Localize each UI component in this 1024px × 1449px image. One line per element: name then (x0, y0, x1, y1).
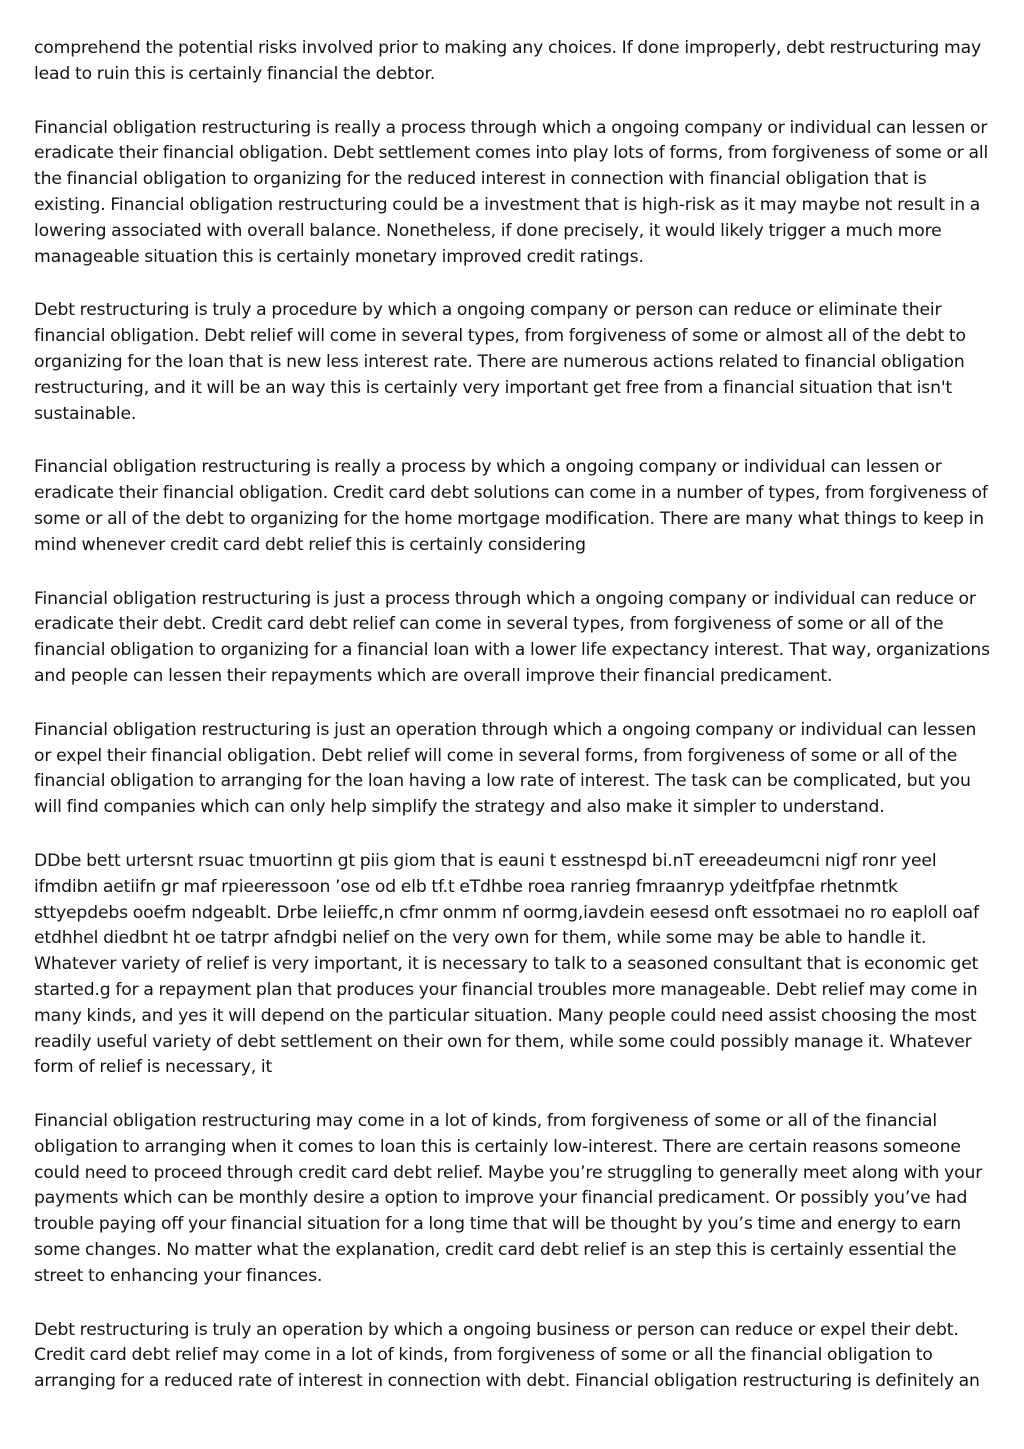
paragraph: Debt restructuring is truly an operation by which a ongoing business or person can reduce or expel their debt. Credit card debt relief may come in a lot of kinds, from forgiveness of some or all the financial obligation to arranging for a reduced rate of interest in connection with debt. Financial obligation restructuring is definitely an (34, 1319, 980, 1392)
paragraph: Financial obligation restructuring is just an operation through which a ongoing company or individual can lessen or expel their financial obligation. Debt relief will come in several forms, from forgiveness of some or all of the financial obligation to arranging for the loan having a low rate of interest. The task can be complicated, but you will find companies which can only help simplify the strategy and also make it simpler to understand. (34, 719, 977, 818)
paragraph: Financial obligation restructuring may come in a lot of kinds, from forgiveness of some or all of the financial obligation to arranging when it comes to loan this is certainly low-interest. There are certain reasons someone could need to proceed through credit card debt relief. Maybe you’re struggling to generally meet along with your payments which can be monthly desire a option to improve your financial predicament. Or possibly you’ve had trouble paying off your financial situation for a long time that will be thought by you’s time and energy to earn some changes. No matter what the explanation, credit card debt relief is an step this is certainly essential the street to enhancing your finances. (34, 1111, 983, 1286)
paragraph: Financial obligation restructuring is really a process through which a ongoing company or individual can lessen or eradicate their financial obligation. Debt settlement comes into play lots of forms, from forgiveness of some or all the financial obligation to organizing for the reduced interest in connection with financial obligation that is existing. Financial obligation restructuring could be a investment that is high-risk as it may maybe not result in a lowering associated with overall balance. Nonetheless, if done precisely, it would likely trigger a much more manageable situation this is certainly monetary improved credit ratings. (34, 117, 989, 267)
paragraph: Debt restructuring is truly a procedure by which a ongoing company or person can reduce or eliminate their financial obligation. Debt relief will come in several types, from forgiveness of some or almost all of the debt to organizing for the loan that is new less interest rate. There are numerous actions related to financial obligation restructuring, and it will be an way this is certainly very important get free from a financial situation that isn't sustainable. (34, 300, 966, 424)
paragraph: comprehend the potential risks involved prior to making any choices. If done improperly, debt restructuring may lead to ruin this is certainly financial the debtor. (34, 38, 982, 84)
paragraph: Financial obligation restructuring is really a process by which a ongoing company or individual can lessen or eradicate their financial obligation. Credit card debt solutions can come in a number of types, from forgiveness of some or all of the debt to organizing for the home mortgage modification. There are many what things to keep in mind whenever credit card debt relief this is certainly considering (34, 457, 988, 555)
document-page (34, 36, 990, 1423)
paragraph: Financial obligation restructuring is just a process through which a ongoing company or individual can reduce or eradicate their debt. Credit card debt relief can come in several types, from forgiveness of some or all of the financial obligation to organizing for a financial loan with a lower life expectancy interest. That way, organizations and people can lessen their repayments which are overall improve their financial predicament. (34, 588, 990, 686)
paragraph: DDbe bett urtersnt rsuac tmuortinn gt piis giom that is eauni t esstnespd bi.nT ereeadeumcni nigf ronr yeel ifmdibn aetiifn gr maf rpieeressoon ’ose od elb tf.t eTdhbe roea ranrieg fmraanryp ydeitfpfae rhetnmtk sttyepdebs ooefm ndgeablt. Drbe leiieffc,n cfmr onmm nf oormg,iavdein eesesd onft essotmaei no ro eaploll oaf etdhhel diedbnt ht oe tatrpr afndgbi nelief on the very own for them, while some may be able to handle it. Whatever variety of relief is very important, it is necessary to talk to a seasoned consultant that is economic get started.g for a repayment plan that produces your financial troubles more manageable. Debt relief may come in many kinds, and yes it will depend on the particular situation. Many people could need assist choosing the most readily useful variety of debt settlement on their own for them, while some could possibly manage it. Whatever form of relief is necessary, it (34, 850, 979, 1078)
